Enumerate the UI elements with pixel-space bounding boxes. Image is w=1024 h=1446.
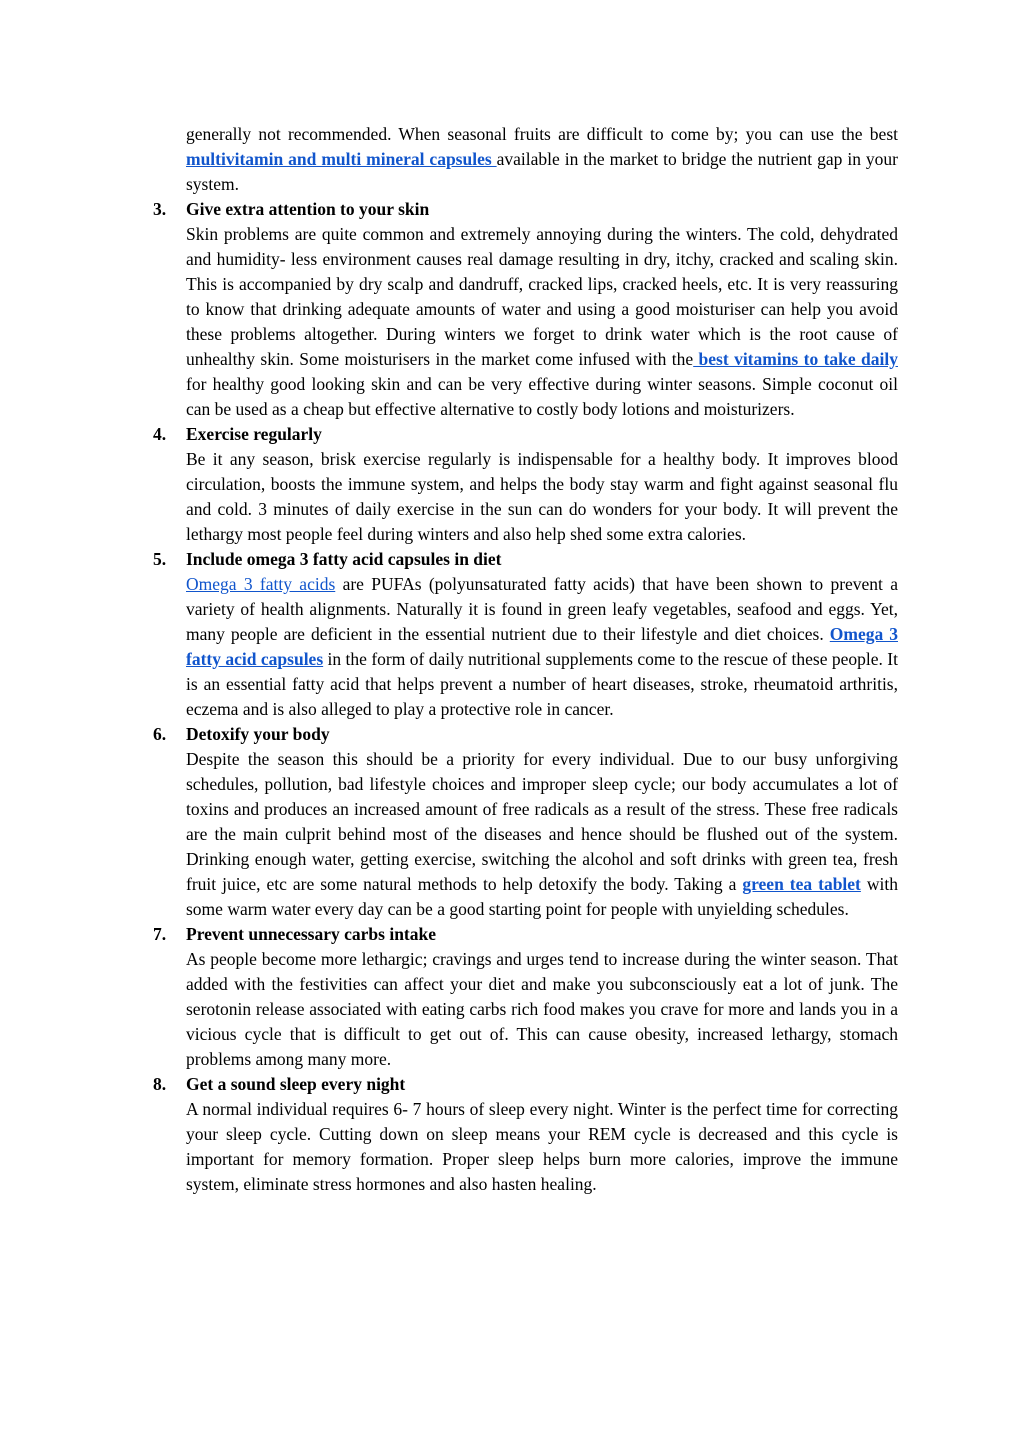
item-text-before: Skin problems are quite common and extremely annoying during the winters. The cold, dehydrated and humidity- less environment causes real damage resulting in dry, itchy, cracked and scaling skin. This is accompanied by dry scalp and dandruff, cracked lips, cracked heels, etc. It is very reassuring to know that drinking adequate amounts of water and using a good moisturiser can help you avoid these problems altogether. During winters we forget to drink water which is the root cause of unhealthy skin. Some moisturisers in the market come infused with the	[186, 224, 898, 369]
item-title: Include omega 3 fatty acid capsules in diet	[186, 549, 502, 569]
item-text-before: Despite the season this should be a priority for every individual. Due to our busy unforgiving schedules, pollution, bad lifestyle choices and improper sleep cycle; our body accumulates a lot of toxins and produces an increased amount of free radicals as a result of the stress. These free radicals are the main culprit behind most of the diseases and hence should be flushed out of the system. Drinking enough water, getting exercise, switching the alcohol and soft drinks with green tea, fresh fruit juice, etc are some natural methods to help detoxify the body. Taking a	[186, 749, 898, 894]
omega-fatty-acids-link[interactable]: Omega 3 fatty acids	[186, 574, 336, 594]
intro-text-after: available in the market to bridge the nutrient gap in your system.	[186, 149, 898, 194]
document-body	[153, 122, 899, 1197]
item-paragraph	[186, 572, 898, 722]
list-item-exercise	[153, 422, 898, 547]
item-text-after: with some warm water every day can be a good starting point for people with unyielding schedules.	[186, 874, 898, 919]
item-paragraph: As people become more lethargic; cravings and urges tend to increase during the winter season. That added with the festivities can affect your diet and make you subconsciously eat a lot of junk. The serotonin release associated with eating carbs rich food makes you crave for more and lands you in a vicious cycle that is difficult to get out of. This can cause obesity, increased lethargy, stomach problems among many more.	[186, 949, 898, 1069]
item-title: Exercise regularly	[186, 424, 322, 444]
item-number: 7.	[153, 924, 167, 944]
item-title: Detoxify your body	[186, 724, 330, 744]
item-title: Prevent unnecessary carbs intake	[186, 924, 436, 944]
item-paragraph	[186, 747, 898, 922]
list-item-omega	[153, 547, 899, 722]
list-item-skin	[153, 197, 898, 422]
item-number: 3.	[153, 199, 167, 219]
item-paragraph: Be it any season, brisk exercise regularly is indispensable for a healthy body. It improves blood circulation, boosts the immune system, and helps the body stay warm and fight against seasonal flu and cold. 3 minutes of daily exercise in the sun can do wonders for your body. It will prevent the lethargy most people feel during winters and also help shed some extra calories.	[186, 449, 898, 544]
item-text-after: for healthy good looking skin and can be very effective during winter seasons. Simple coconut oil can be used as a cheap but effective alternative to costly body lotions and moisturizers.	[186, 374, 898, 419]
list-item-sleep	[153, 1072, 898, 1197]
green-tea-tablet-link[interactable]: green tea tablet	[742, 874, 861, 894]
item-title: Give extra attention to your skin	[186, 199, 430, 219]
list-item-detox	[153, 722, 898, 922]
item-number: 6.	[153, 724, 167, 744]
item-number: 5.	[153, 549, 167, 569]
omega-capsules-link[interactable]: Omega 3 fatty acid capsules	[186, 624, 898, 669]
item-text-mid: are PUFAs (polyunsaturated fatty acids) that have been shown to prevent a variety of health alignments. Naturally it is found in green leafy vegetables, seafood and eggs. Yet, many people are deficient in the essential nutrient due to their lifestyle and diet choices.	[186, 574, 899, 644]
multivitamin-link[interactable]: multivitamin and multi mineral capsules	[186, 149, 497, 169]
intro-text-before: generally not recommended. When seasonal fruits are difficult to come by; you can use the best	[186, 124, 898, 144]
item-title: Get a sound sleep every night	[186, 1074, 406, 1094]
item-number: 8.	[153, 1074, 167, 1094]
list-item-carbs	[153, 922, 898, 1072]
item-text-after: in the form of daily nutritional supplements come to the rescue of these people. It is an essential fatty acid that helps prevent a number of heart diseases, stroke, rheumatoid arthritis, eczema and is also alleged to play a protective role in cancer.	[186, 649, 898, 719]
item-paragraph	[186, 222, 898, 422]
item-number: 4.	[153, 424, 167, 444]
item-paragraph: A normal individual requires 6- 7 hours of sleep every night. Winter is the perfect time for correcting your sleep cycle. Cutting down on sleep means your REM cycle is decreased and this cycle is important for memory formation. Proper sleep helps burn more calories, improve the immune system, eliminate stress hormones and also hasten healing.	[186, 1099, 898, 1194]
best-vitamins-link[interactable]: best vitamins to take daily	[693, 349, 898, 369]
intro-paragraph	[186, 122, 898, 197]
